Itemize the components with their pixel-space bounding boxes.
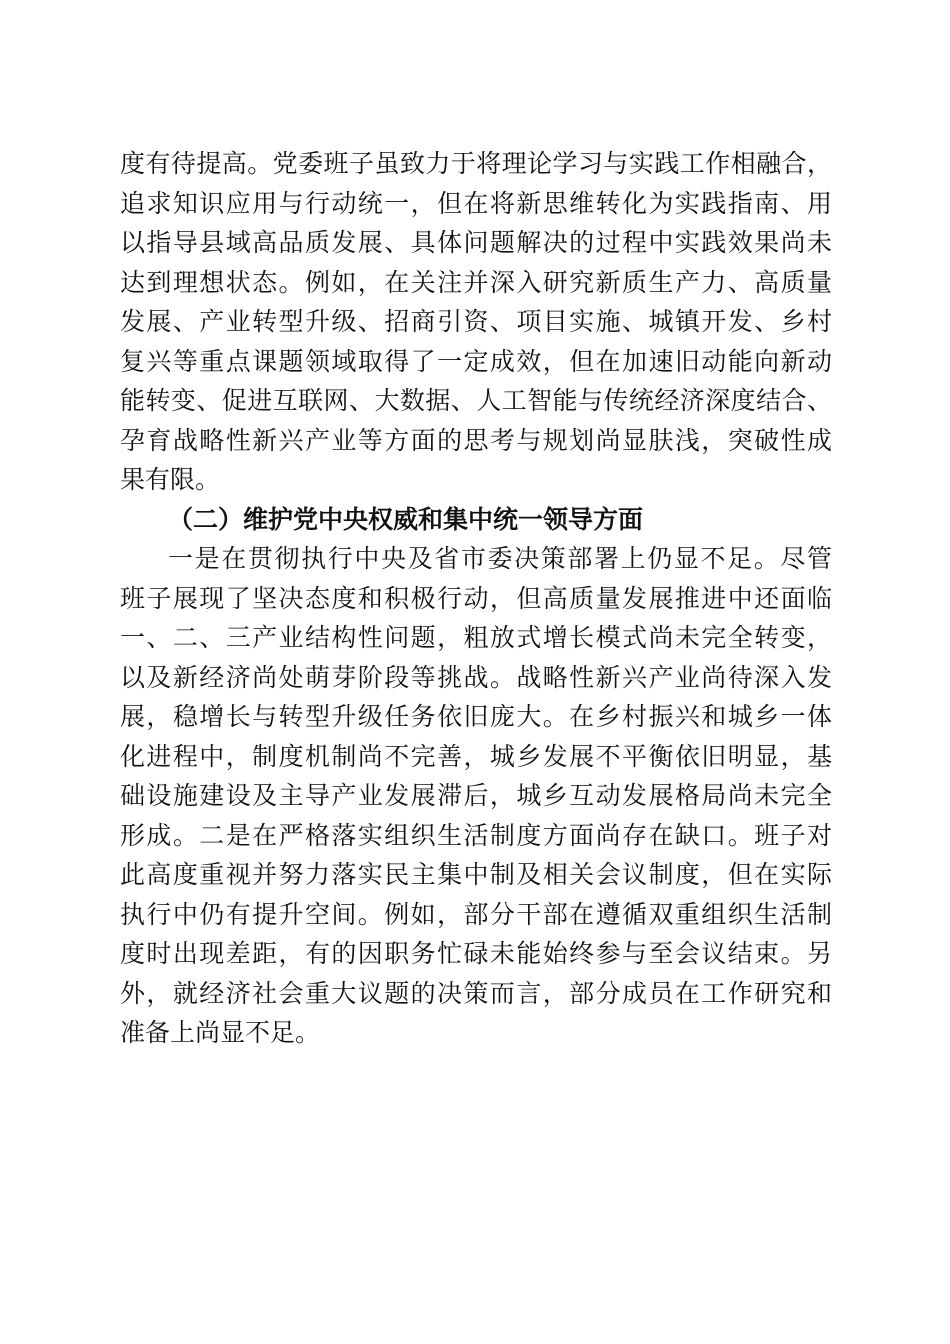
- text-line: 执行中仍有提升空间。例如，部分干部在遵循双重组织生活制: [120, 899, 832, 929]
- text-line: 一、二、三产业结构性问题，粗放式增长模式尚未完全转变，: [120, 623, 832, 652]
- paragraph-1: [120, 144, 832, 500]
- text-line: 展，稳增长与转型升级任务依旧庞大。在乡村振兴和城乡一体: [120, 702, 832, 731]
- text-line: 度时出现差距，有的因职务忙碌未能始终参与至会议结束。另: [120, 939, 832, 968]
- text-line: 发展、产业转型升级、招商引资、项目实施、城镇开发、乡村: [120, 307, 832, 336]
- text-line: 化进程中，制度机制尚不完善，城乡发展不平衡依旧明显，基: [120, 741, 832, 771]
- text-line: 能转变、促进互联网、大数据、人工智能与传统经济深度结合、: [120, 386, 832, 415]
- text-line: 础设施建设及主导产业发展滞后，城乡互动发展格局尚未完全: [120, 781, 832, 810]
- text-line: 孕育战略性新兴产业等方面的思考与规划尚显肤浅，突破性成: [120, 425, 832, 455]
- text-line: 达到理想状态。例如，在关注并深入研究新质生产力、高质量: [120, 267, 832, 297]
- document-body: [120, 144, 832, 1053]
- text-line: 一是在贯彻执行中央及省市委决策部署上仍显不足。尽管: [168, 544, 832, 573]
- paragraph-2: [120, 539, 832, 1053]
- text-line: 果有限。: [120, 465, 221, 494]
- text-line: 此高度重视并努力落实民主集中制及相关会议制度，但在实际: [120, 860, 832, 889]
- text-line: 外，就经济社会重大议题的决策而言，部分成员在工作研究和: [120, 978, 832, 1008]
- text-line: 追求知识应用与行动统一，但在将新思维转化为实践指南、用: [120, 188, 832, 218]
- text-line: 班子展现了坚决态度和积极行动，但高质量发展推进中还面临: [120, 583, 832, 613]
- text-line: 以指导县域高品质发展、具体问题解决的过程中实践效果尚未: [120, 228, 832, 257]
- text-line: 复兴等重点课题领域取得了一定成效，但在加速旧动能向新动: [120, 346, 832, 376]
- text-line: 准备上尚显不足。: [120, 1018, 321, 1047]
- section-heading: （二）维护党中央权威和集中统一领导方面: [168, 504, 644, 534]
- text-line: 以及新经济尚处萌芽阶段等挑战。战略性新兴产业尚待深入发: [120, 662, 832, 692]
- text-line: 形成。二是在严格落实组织生活制度方面尚存在缺口。班子对: [120, 820, 832, 850]
- text-line: 度有待提高。党委班子虽致力于将理论学习与实践工作相融合，: [120, 149, 832, 178]
